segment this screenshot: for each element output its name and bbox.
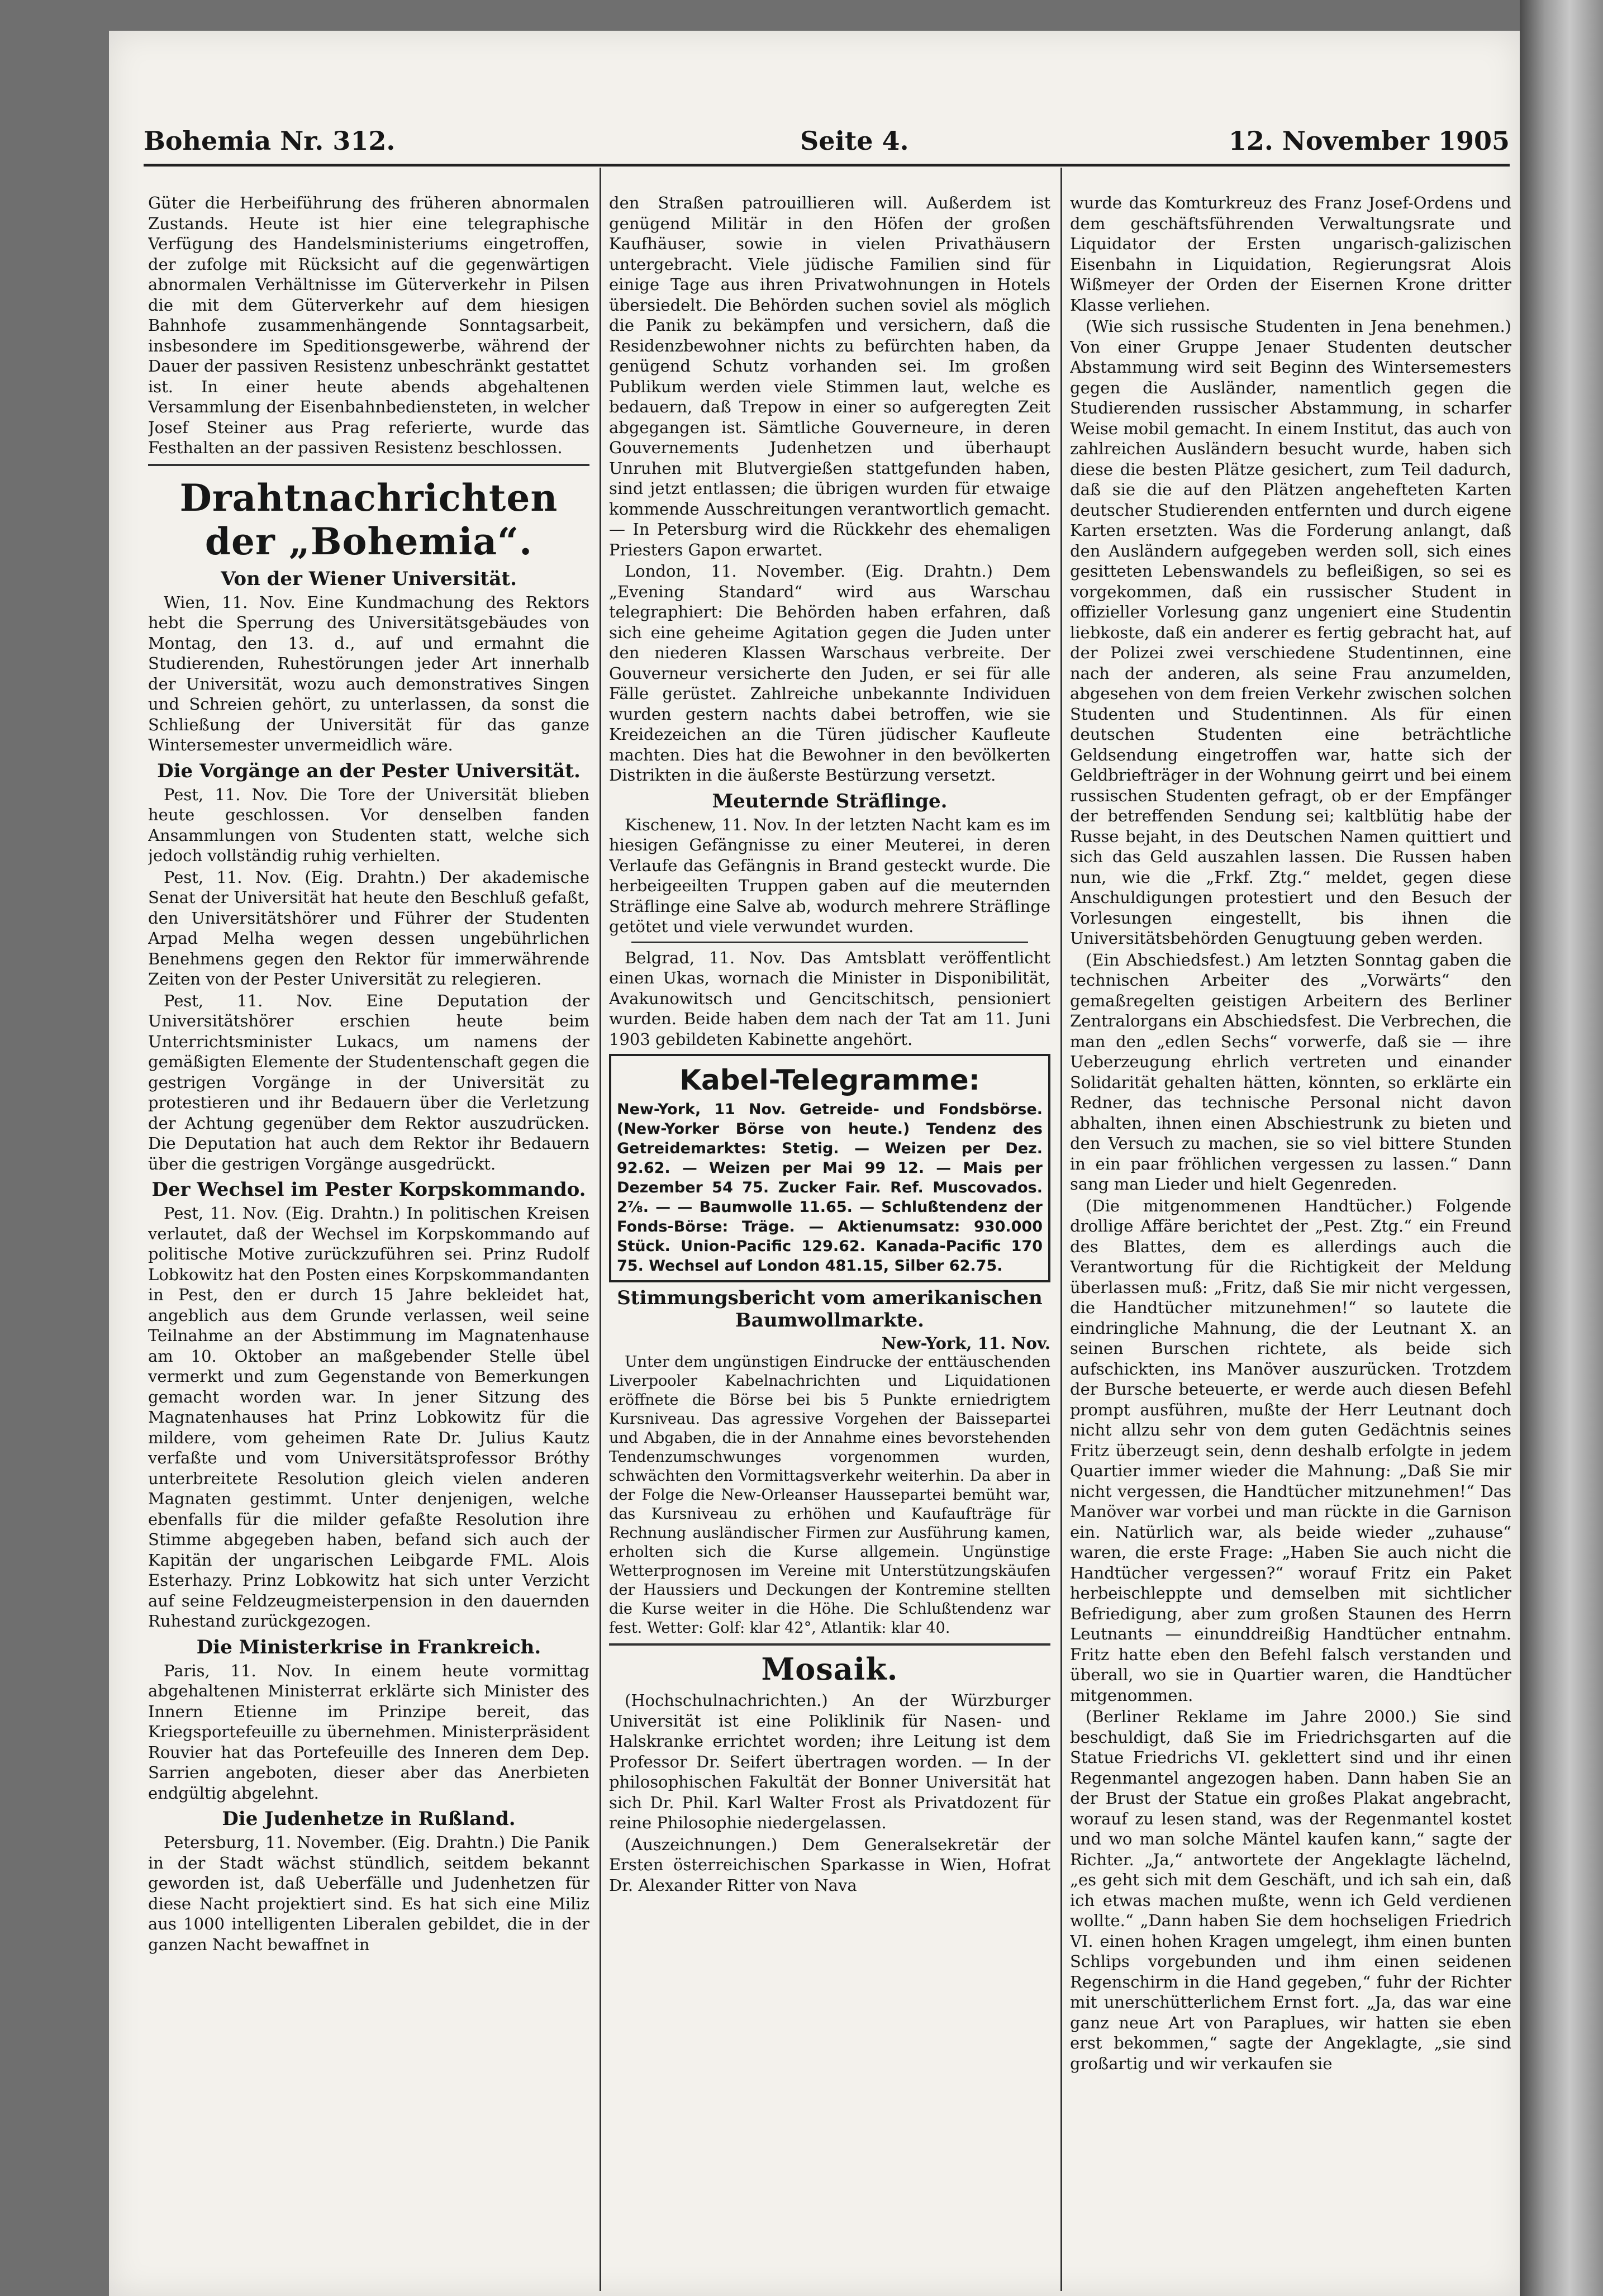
section-rule <box>609 1643 1050 1646</box>
section-heading: Die Ministerkrise in Frankreich. <box>196 1636 541 1658</box>
article-text: London, 11. November. (Eig. Drahtn.) Dem „Evening Standard“ wird aus Warschau telegraphiert: Die Behörden haben erfahren, daß sich eine geheime Agitation gegen die Juden unter den niederen Klassen Warschaus verbreite. Der Gouverneur versicherte den Juden, er sei für alle Fälle gerüstet. Zahlreiche unbekannte Individuen wurden gestern nachts dabei betroffen, wie sie Kreidezeichen an die Türen jüdischer Kaufleute machten. Dies hat die Bewohner in den bevölkerten Distrikten in die äußerste Bestürzung versetzt. <box>609 562 1050 785</box>
column-divider-2 <box>1060 168 1062 2291</box>
article-text: (Berliner Reklame im Jahre 2000.) Sie sind beschuldigt, daß Sie im Friedrichsgarten auf die Statue Friedrichs VI. geklettert sind und ihr einen Regenmantel angezogen haben. Dann haben Sie an der Brust der Statue ein großes Plakat angebracht, worauf zu lesen stand, was der Regenmantel kostet und wo man solche Mäntel kaufen kann,“ sagte der Richter. „Ja,“ antwortete der Angeklagte lächelnd, „es geht sich mit dem Geschäft, und ich sah ein, daß ich etwas machen mußte, wenn ich Geld verdienen wollte.“ „Dann haben Sie dem hochseligen Friedrich VI. einen hohen Kragen umgelegt, ihm einen bunten Schlips vorgebunden und ihm einen seidenen Regenschirm in die Hand gegeben,“ fuhr der Richter mit unerschütterlichem Ernst fort. „Ja, das war eine ganz neue Art von Paraplues, wir hatten sie eben erst bekommen,“ sagte der Angeklagte, „sie sind großartig und wir verkaufen sie <box>1070 1707 1511 2073</box>
masthead-drahtnachrichten: Drahtnachrichten der „Bohemia“. <box>179 476 558 563</box>
section-heading: Die Judenhetze in Rußland. <box>222 1808 516 1830</box>
section-rule <box>631 942 1028 943</box>
article-text: Kischenew, 11. Nov. In der letzten Nacht kam es im hiesigen Gefängnisse zu einer Meuterei, in deren Verlaufe das Gefängnis in Brand gesteckt wurde. Die herbeigeeilten Truppen gaben auf die meuternden Sträflinge eine Salve ab, wodurch mehrere Sträflinge getötet und viele verwundet wurden. <box>609 815 1050 936</box>
article-text: (Hochschulnachrichten.) An der Würzburger Universität ist eine Poliklinik für Nasen- und Halskranke errichtet worden; ihre Leitung ist dem Professor Dr. Seifert übertragen worden. — In der philosophischen Fakultät der Bonner Universität hat sich Dr. Phil. Karl Walter Frost als Privatdozent für reine Philosophie niedergelassen. <box>609 1691 1050 1832</box>
article-text: Pest, 11. Nov. Eine Deputation der Universitätshörer erschien heute beim Unterrichtsminister Lukacs, um namens der gemäßigten Elemente der Studentenschaft gegen die gestrigen Vorgänge in der Universität zu protestieren und ihr Bedauern über die Verletzung der Achtung gegenüber dem Rektor auszudrücken. Die Deputation hat auch dem Rektor ihr Bedauern über die gestrigen Vorgänge ausgedrückt. <box>148 991 589 1173</box>
section-heading: Von der Wiener Universität. <box>221 567 517 590</box>
article-text: (Wie sich russische Studenten in Jena benehmen.) Von einer Gruppe Jenaer Studenten deutscher Abstammung wird seit Beginn des Wintersemesters gegen die Ausländer, namentlich gegen die Studierenden russischer Abstammung, in scharfer Weise mobil gemacht. In einem Institut, das auch von zahlreichen Ausländern besucht wurde, haben sich diese die besten Plätze gesichert, zum Teil dadurch, daß sie die auf den Plätzen angehefteten Karten deutscher Studierenden entfernten und durch eigene Karten ersetzten. Was die Forderung anlangt, daß den Ausländern aufgegeben werden soll, sich eines gesitteten Lebenswandels zu befleißigen, so sei es vorgekommen, daß ein russischer Student in offizieller Vorlesung ganz ungeniert eine Studentin liebkoste, daß ein anderer es fertig gebracht hat, auf der Polizei zwei verschiedene Studentinnen, eine nach der anderen, als seine Frau anzumelden, abgesehen von dem freien Verkehr zwischen solchen Studenten und Studentinnen. Als für einen deutschen Studenten eine beträchtliche Geldsendung eingetroffen war, hatte sich der Geldbriefträger in der Wohnung geirrt und bei einem russischen Studenten gefragt, ob er der Empfänger der betreffenden Sendung sei; kaltblütig habe der Russe bejaht, in des Deutschen Namen quittiert und sich das Geld auszahlen lassen. Die Russen haben nun, wie die „Frkf. Ztg.“ meldet, gegen diese Anschuldigungen protestiert und den Besuch der Vorlesungen eingestellt, bis ihnen die Universitätsbehörden Genugtuung geben werden. <box>1070 317 1511 948</box>
article-text: Wien, 11. Nov. Eine Kundmachung des Rektors hebt die Sperrung des Universitätsgebäudes von Montag, den 13. d., auf und ermahnt die Studierenden, Ruhestörungen jeder Art innerhalb der Universität, wozu auch demonstratives Singen und Schreien gehört, zu unterlassen, da sonst die Schließung der Universität für das ganze Wintersemester unvermeidlich wäre. <box>148 592 589 754</box>
section-heading: Meuternde Sträflinge. <box>712 790 948 812</box>
kabel-telegramme-title: Kabel-Telegramme: <box>679 1064 980 1096</box>
article-text: wurde das Komturkreuz des Franz Josef-Ordens und dem geschäftsführenden Verwaltungsrate und Liquidator der Ersten ungarisch-galizischen Eisenbahn in Liquidation, Regierungsrat Alois Wißmeyer der Orden der Eisernen Krone dritter Klasse verliehen. <box>1070 193 1511 315</box>
article-text: (Die mitgenommenen Handtücher.) Folgende drollige Affäre berichtet der „Pest. Ztg.“ ein Freund des Blattes, dem es allerdings auch die Verantwortung für die Richtigkeit der Meldung überlassen muß: „Fritz, daß Sie mir nicht vergessen, die Handtücher mitzunehmen!“ so lautete die eindringliche Mahnung, die der Leutnant X. an seinen Burschen richtete, als beide sich aufschickten, ins Manöver auszurücken. Trotzdem der Bursche beteuerte, er werde auch diesen Befehl prompt ausführen, mußte der Herr Leutnant doch nicht allzu sehr von dem guten Gedächtnis seines Fritz überzeugt sein, denn deshalb erfolgte in jedem Quartier immer wieder die Mahnung: „Daß Sie mir nicht vergessen, die Handtücher mitzunehmen!“ Das Manöver war vorbei und man rückte in die Garnison ein. Natürlich war, als beide wieder „zuhause“ waren, die erste Frage: „Haben Sie auch nicht die Handtücher vergessen?“ worauf Fritz ein Paket herbeischleppte und demselben mit sichtlicher Befriedigung, aber zum großen Staunen des Herrn Leutnants — einunddreißig Handtücher entnahm. Fritz hatte eben den Befehl falsch verstanden und überall, wo sie in Quartier waren, die Handtücher mitgenommen. <box>1070 1196 1511 1705</box>
article-text: den Straßen patrouillieren will. Außerdem ist genügend Militär in den Höfen der großen Kaufhäuser, sowie in vielen Privathäusern untergebracht. Viele jüdische Familien sind für einige Tage aus ihren Privatwohnungen in Hotels übersiedelt. Die Behörden suchen soviel als möglich die Panik zu bekämpfen und versichern, daß die Residenzbewohner nichts zu befürchten haben, da genügend Schutz vorhanden sei. Im großen Publikum werden viele Stimmen laut, welche es bedauern, daß Trepow in einer so aufgeregten Zeit abgegangen ist. Sämtliche Gouverneure, in deren Gouvernements Judenhetzen und überhaupt Unruhen mit Blutvergießen stattgefunden haben, sind jetzt entlassen; die übrigen wurden für etwaige kommende Ausschreitungen verantwortlich gemacht. — In Petersburg wird die Rückkehr des ehemaligen Priesters Gapon erwartet. <box>609 193 1050 559</box>
column-divider-1 <box>600 168 601 2291</box>
newspaper-page <box>109 31 1520 2296</box>
article-text: Belgrad, 11. Nov. Das Amtsblatt veröffentlicht einen Ukas, wornach die Minister in Disponibilität, Avakunowitsch und Gencitschitsch, pensioniert wurden. Beide haben dem nach der Tat am 11. Juni 1903 gebildeten Kabinette angehört. <box>609 948 1050 1049</box>
section-heading: Stimmungsbericht vom amerikanischen Baumwollmarkte. <box>617 1287 1043 1332</box>
article-text: (Auszeichnungen.) Dem Generalsekretär der Ersten österreichischen Sparkasse in Wien, Hofrat Dr. Alexander Ritter von Nava <box>609 1834 1050 1895</box>
article-text: Pest, 11. Nov. (Eig. Drahtn.) Der akademische Senat der Universität hat heute den Beschluß gefaßt, den Universitätshörer und Führer der Studenten Arpad Melha wegen dessen ungebührlichen Benehmens gegen den Rektor für immerwährende Zeiten von der Pester Universität zu relegieren. <box>148 867 589 988</box>
header-rule <box>144 164 1510 167</box>
section-rule <box>148 464 589 466</box>
kabel-telegramme-box <box>609 1054 1050 1282</box>
article-text: Pest, 11. Nov. (Eig. Drahtn.) In politischen Kreisen verlautet, daß der Wechsel im Korpskommando auf politische Motive zurückzuführen sei. Prinz Rudolf Lobkowitz hat den Posten eines Korpskommandanten in Pest, den er durch 15 Jahre bekleidet hat, angeblich aus dem Grunde verlassen, weil seine Teilnahme an der Abstimmung im Magnatenhause am 10. Oktober an maßgebender Stelle übel vermerkt und zum Gegenstande von Bemerkungen gemacht worden war. In jener Sitzung des Magnatenhauses hat Prinz Lobkowitz für die mildere, vom geheimen Rate Dr. Julius Kautz verfaßte und vom Universitätsprofessor Bróthy unterbreitete Resolution gleich vielen anderen Magnaten gestimmt. Unter denjenigen, welche ebenfalls für die milder gefaßte Resolution ihre Stimme abgegeben haben, befand sich auch der Kapitän der ungarischen Leibgarde FML. Alois Esterhazy. Prinz Lobkowitz hat sich unter Verzicht auf seine Feldzeugmeisterpension in den dauernden Ruhestand zurückgezogen. <box>148 1204 589 1631</box>
page-header <box>144 126 1510 165</box>
article-text: (Ein Abschiedsfest.) Am letzten Sonntag gaben die technischen Arbeiter des „Vorwärts“ den gemaßregelten geistigen Arbeitern des Berliner Zentralorgans ein Abschiedsfest. Die Verbrechen, die man den „edlen Sechs“ vorwerfe, daß sie — ihre Ueberzeugung ehrlich vertreten und einander Solidarität gehalten hätten, könnten, so erklärte ein Redner, das technische Personal nicht davon abhalten, ihnen einen Abschiestrunk zu bieten und den Versuch zu machen, sie so viel bittere Stunden in ein paar fröhlichen vergessen zu lassen.“ Dann sang man Lieder und hielt Gegenreden. <box>1070 950 1511 1194</box>
column-2 <box>609 193 1050 2182</box>
article-text: Petersburg, 11. November. (Eig. Drahtn.) Die Panik in der Stadt wächst stündlich, seitdem bekannt geworden ist, daß Ueberfälle und Judenhetzen für diese Nacht projektiert sind. Es hat sich eine Miliz aus 1000 intelligenten Liberalen gebildet, die in der ganzen Nacht bewaffnet in <box>148 1833 589 1954</box>
article-dateline: New-York, 11. Nov. <box>881 1334 1050 1353</box>
article-text: Paris, 11. Nov. In einem heute vormittag abgehaltenen Ministerrat erklärte sich Minister des Innern Etienne im Prinzipe bereit, das Kriegsportefeuille zu übernehmen. Ministerpräsident Rouvier hat das Portefeuille des Inneren dem Dep. Sarrien angeboten, dieser aber das Anerbieten endgültig abgelehnt. <box>148 1661 589 1803</box>
paper-name-issue: Bohemia Nr. 312. <box>144 126 396 156</box>
page-edge-shadow <box>1520 0 1603 2296</box>
article-text: Güter die Herbeiführung des früheren abnormalen Zustands. Heute ist hier eine telegraphische Verfügung des Handelsministeriums eingetroffen, der zufolge mit Rücksicht auf die gegenwärtigen abnormalen Verhältnisse im Güterverkehr in Pilsen die mit dem Güterverkehr auf dem hiesigen Bahnhofe zusammenhängende Sonntagsarbeit, insbesondere im Speditionsgewerbe, während der Dauer der passiven Resistenz unbeschränkt gestattet ist. In einer heute abends abgehaltenen Versammlung der Eisenbahnbediensteten, in welcher Josef Steiner aus Prag referierte, wurde das Festhalten an der passiven Resistenz beschlossen. <box>148 193 589 457</box>
section-heading: Der Wechsel im Pester Korpskommando. <box>151 1178 586 1201</box>
page-number: Seite 4. <box>800 126 909 156</box>
article-text: Pest, 11. Nov. Die Tore der Universität blieben heute geschlossen. Vor denselben fanden Ansammlungen von Studenten statt, welche sich jedoch vollständig ruhig verhielten. <box>148 785 589 865</box>
mosaik-heading: Mosaik. <box>761 1651 898 1687</box>
kabel-telegramme-text: New-York, 11 Nov. Getreide- und Fondsbörse. (New-Yorker Börse von heute.) Tendenz des Getreidemarktes: Stetig. — Weizen per Dez. 92.62. — Weizen per Mai 99 12. — Mais per Dezember 54 75. Zucker Fair. Ref. Muscovados. 2⅞. — — Baumwolle 11.65. — Schlußtendenz der Fonds-Börse: Träge. — Aktienumsatz: 930.000 Stück. Union-Pacific 129.62. Kanada-Pacific 170 75. Wechsel auf London 481.15, Silber 62.75. <box>617 1101 1043 1275</box>
column-1 <box>148 193 589 2182</box>
article-text: Unter dem ungünstigen Eindrucke der enttäuschenden Liverpooler Kabelnachrichten und Liquidationen eröffnete die Börse bei bis 5 Punkte erniedrigtem Kursniveau. Das agressive Vorgehen der Baissepartei und Abgaben, die in der Annahme eines bevorstehenden Tendenzumschwunges vorgenommen wurden, schwächten den Vormittagsverkehr weiterhin. Da aber in der Folge die New-Orleanser Haussepartei bemüht war, das Kursniveau zu erhöhen und Kaufaufträge für Rechnung ausländischer Firmen zur Ausführung kamen, erholten sich die Kurse allgemein. Ungünstige Wetterprognosen im Vereine mit Unterstützungskäufen der Haussiers und Deckungen der Kontremine stellten die Kurse weiter in die Höhe. Die Schlußtendenz war fest. Wetter: Golf: klar 42°, Atlantik: klar 40. <box>609 1353 1050 1637</box>
column-3 <box>1070 193 1511 2182</box>
section-heading: Die Vorgänge an der Pester Universität. <box>157 759 581 782</box>
issue-date: 12. November 1905 <box>1228 126 1510 156</box>
